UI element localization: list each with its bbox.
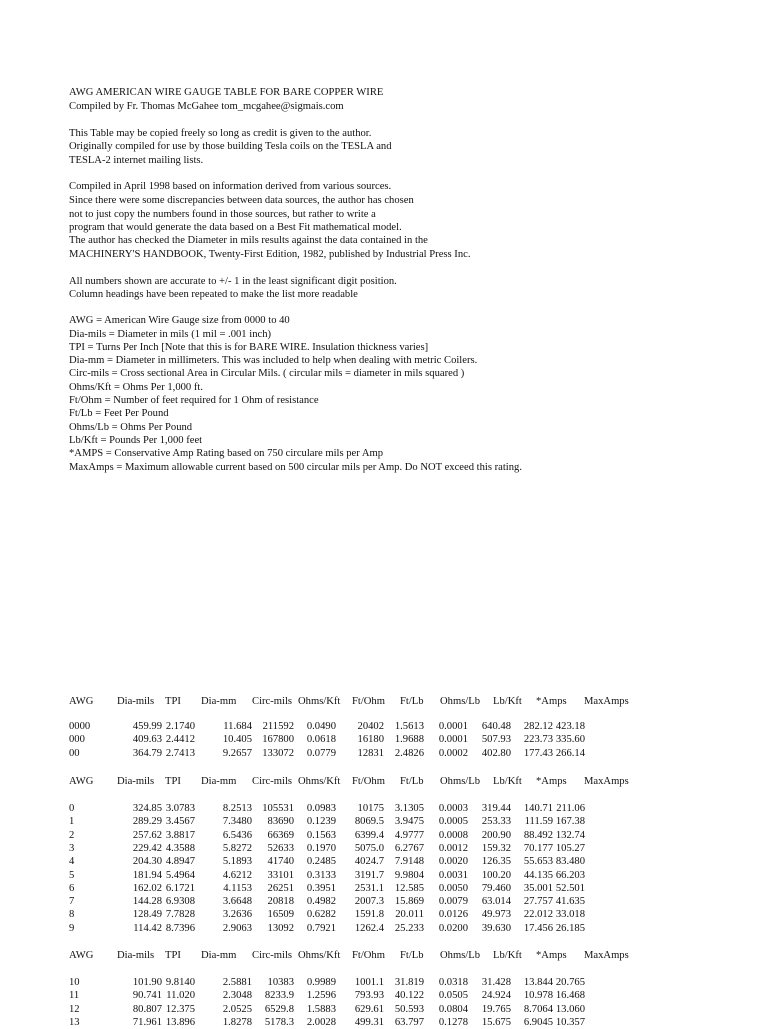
cell-awg: 3: [69, 842, 75, 854]
cell-tpi: 2.4412: [165, 734, 195, 746]
cell-lb-kft: 49.973: [481, 909, 511, 921]
cell-dia-mm: 10.405: [222, 734, 252, 746]
cell-ft-ohm: 4024.7: [354, 856, 384, 868]
intro-line-src-6: MACHINERY'S HANDBOOK, Twenty-First Edition, 1982, published by Industrial Press Inc.: [69, 249, 471, 260]
cell-lb-kft: 31.428: [481, 977, 511, 988]
cell-ohms-lb: 0.0079: [438, 896, 468, 908]
cell-lb-kft: 15.675: [481, 1016, 511, 1028]
cell-ft-lb: 1.9688: [394, 734, 424, 746]
intro-line-def-7: Ft/Ohm = Number of feet required for 1 Ohm of resistance: [69, 395, 319, 406]
cell-awg: 0000: [69, 721, 91, 732]
cell-lb-kft: 640.48: [481, 721, 511, 732]
intro-line-src-3: not to just copy the numbers found in those sources, but rather to write a: [69, 209, 376, 220]
cell-maxamps: 33.018: [555, 909, 585, 921]
intro-line-compiled-by: Compiled by Fr. Thomas McGahee tom_mcgahee@sigmais.com: [69, 101, 344, 112]
cell-circ-mils: 6529.8: [264, 1003, 294, 1015]
table-row: [0, 733, 768, 746]
cell-dia-mm: 4.1153: [223, 882, 252, 894]
intro-line-acc-1: All numbers shown are accurate to +/- 1 in the least significant digit position.: [69, 276, 397, 287]
cell-lb-kft: 253.33: [481, 816, 511, 828]
cell-awg: 7: [69, 896, 75, 908]
cell-ft-lb: 6.2767: [394, 842, 424, 854]
cell-circ-mils: 10383: [267, 977, 294, 988]
cell-ft-lb: 9.9804: [394, 869, 424, 881]
cell-amps: 44.135: [523, 869, 553, 881]
table-row: [0, 976, 768, 989]
header-dia-mils: Dia-mils: [117, 950, 155, 961]
cell-tpi: 2.7413: [165, 747, 195, 759]
cell-lb-kft: 19.765: [481, 1003, 511, 1015]
table-row: [0, 829, 768, 842]
cell-dia-mm: 3.6648: [222, 896, 252, 908]
cell-amps: 223.73: [523, 734, 553, 746]
header-ohms-lb: Ohms/Lb: [440, 950, 481, 961]
table-row: [0, 869, 768, 882]
header-lb-kft: Lb/Kft: [493, 776, 522, 787]
cell-ft-ohm: 20402: [357, 721, 384, 732]
cell-circ-mils: 41740: [267, 856, 294, 868]
cell-tpi: 3.4567: [165, 816, 195, 828]
cell-circ-mils: 13092: [267, 922, 294, 934]
cell-ohms-lb: 0.0008: [438, 829, 468, 841]
header-dia-mm: Dia-mm: [201, 696, 237, 707]
cell-awg: 2: [69, 829, 75, 841]
cell-ft-ohm: 629.61: [354, 1003, 384, 1015]
cell-tpi: 2.1740: [165, 721, 195, 732]
cell-dia-mm: 6.5436: [222, 829, 252, 841]
cell-lb-kft: 200.90: [481, 829, 511, 841]
cell-circ-mils: 8233.9: [264, 990, 294, 1002]
header-circ-mils: Circ-mils: [252, 696, 293, 707]
cell-amps: 35.001: [523, 882, 553, 894]
cell-lb-kft: 319.44: [481, 803, 511, 814]
cell-ft-lb: 31.819: [394, 977, 424, 988]
intro-line-src-2: Since there were some discrepancies between data sources, the author has chosen: [69, 195, 414, 206]
cell-awg: 6: [69, 882, 75, 894]
intro-line-def-4: Dia-mm = Diameter in millimeters. This was included to help when dealing with metric Coilers.: [69, 355, 478, 366]
cell-circ-mils: 66369: [267, 829, 294, 841]
cell-maxamps: 66.203: [555, 869, 585, 881]
header-maxamps: MaxAmps: [584, 776, 629, 787]
table-header-row: [0, 949, 768, 962]
table-row: [0, 720, 768, 733]
cell-ft-ohm: 3191.7: [354, 869, 384, 881]
cell-maxamps: 211.06: [556, 803, 585, 814]
cell-tpi: 5.4964: [165, 869, 195, 881]
cell-dia-mm: 9.2657: [222, 747, 252, 759]
intro-line-def-12: MaxAmps = Maximum allowable current based on 500 circular mils per Amp. Do NOT exceed this rating.: [69, 462, 522, 473]
cell-maxamps: 26.185: [555, 922, 585, 934]
cell-dia-mm: 5.8272: [222, 842, 252, 854]
cell-lb-kft: 24.924: [481, 990, 511, 1002]
cell-amps: 177.43: [523, 747, 553, 759]
cell-dia-mm: 5.1893: [222, 856, 252, 868]
cell-circ-mils: 83690: [267, 816, 294, 828]
header-amps: *Amps: [536, 950, 567, 961]
cell-amps: 70.177: [523, 842, 553, 854]
cell-ft-ohm: 1591.8: [354, 909, 384, 921]
cell-lb-kft: 39.630: [481, 922, 511, 934]
cell-maxamps: 266.14: [555, 747, 585, 759]
cell-amps: 6.9045: [523, 1016, 553, 1028]
cell-dia-mils: 459.99: [132, 721, 162, 732]
cell-awg: 8: [69, 909, 75, 921]
cell-ohms-lb: 0.0020: [438, 856, 468, 868]
header-dia-mm: Dia-mm: [201, 950, 237, 961]
table-row: [0, 855, 768, 868]
cell-ohms-kft: 0.2485: [306, 856, 336, 868]
cell-ft-lb: 50.593: [394, 1003, 424, 1015]
header-lb-kft: Lb/Kft: [493, 950, 522, 961]
cell-ft-ohm: 12831: [357, 747, 384, 759]
cell-awg: 11: [69, 990, 80, 1002]
intro-line-def-5: Circ-mils = Cross sectional Area in Circular Mils. ( circular mils = diameter in mils squared ): [69, 368, 465, 379]
cell-ft-lb: 20.011: [395, 909, 424, 921]
cell-ft-lb: 7.9148: [394, 856, 424, 868]
intro-line-title: AWG AMERICAN WIRE GAUGE TABLE FOR BARE COPPER WIRE: [69, 87, 384, 98]
cell-dia-mm: 11.684: [223, 721, 252, 732]
cell-tpi: 13.896: [165, 1016, 195, 1028]
cell-dia-mm: 2.3048: [222, 990, 252, 1002]
cell-ohms-lb: 0.0003: [438, 803, 468, 814]
cell-ohms-lb: 0.0001: [438, 734, 468, 746]
table-row: [0, 922, 768, 935]
cell-tpi: 6.1721: [165, 882, 195, 894]
cell-amps: 22.012: [523, 909, 553, 921]
cell-amps: 17.456: [523, 922, 553, 934]
cell-maxamps: 83.480: [555, 856, 585, 868]
cell-amps: 27.757: [523, 896, 553, 908]
cell-ft-ohm: 1001.1: [354, 977, 384, 988]
cell-circ-mils: 52633: [267, 842, 294, 854]
cell-ft-ohm: 499.31: [354, 1016, 384, 1028]
cell-ft-lb: 25.233: [394, 922, 424, 934]
cell-amps: 55.653: [523, 856, 553, 868]
cell-ohms-lb: 0.0001: [438, 721, 468, 732]
cell-lb-kft: 79.460: [481, 882, 511, 894]
cell-dia-mm: 7.3480: [222, 816, 252, 828]
cell-tpi: 9.8140: [165, 977, 195, 988]
cell-lb-kft: 159.32: [481, 842, 511, 854]
cell-tpi: 7.7828: [165, 909, 195, 921]
cell-ohms-kft: 0.1970: [306, 842, 336, 854]
header-amps: *Amps: [536, 776, 567, 787]
cell-ohms-lb: 0.0002: [438, 747, 468, 759]
intro-line-def-2: Dia-mils = Diameter in mils (1 mil = .001 inch): [69, 329, 272, 340]
cell-ohms-lb: 0.1278: [438, 1016, 468, 1028]
header-tpi: TPI: [165, 696, 181, 707]
cell-circ-mils: 105531: [262, 803, 294, 814]
table-row: [0, 815, 768, 828]
cell-amps: 13.844: [523, 977, 553, 988]
cell-awg: 10: [69, 977, 80, 988]
intro-line-src-4: program that would generate the data based on a Best Fit mathematical model.: [69, 222, 402, 233]
cell-ohms-kft: 0.9989: [306, 977, 336, 988]
cell-awg: 9: [69, 922, 75, 934]
cell-ft-ohm: 5075.0: [354, 842, 384, 854]
cell-dia-mm: 2.0525: [222, 1003, 252, 1015]
cell-ft-lb: 3.1305: [394, 803, 424, 814]
table-header-row: [0, 775, 768, 788]
intro-line-def-8: Ft/Lb = Feet Per Pound: [69, 408, 169, 419]
cell-ohms-lb: 0.0318: [438, 977, 468, 988]
cell-ohms-kft: 1.5883: [306, 1003, 336, 1015]
intro-line-src-5: The author has checked the Diameter in mils results against the data contained in the: [69, 235, 428, 246]
cell-maxamps: 105.27: [555, 842, 585, 854]
cell-tpi: 3.0783: [165, 803, 195, 814]
header-dia-mils: Dia-mils: [117, 776, 155, 787]
intro-line-src-1: Compiled in April 1998 based on information derived from various sources.: [69, 181, 392, 192]
header-ft-ohm: Ft/Ohm: [352, 696, 385, 707]
cell-awg: 12: [69, 1003, 80, 1015]
intro-line-def-11: *AMPS = Conservative Amp Rating based on 750 circulare mils per Amp: [69, 448, 384, 459]
header-ft-lb: Ft/Lb: [400, 776, 424, 787]
cell-dia-mils: 80.807: [132, 1003, 162, 1015]
cell-circ-mils: 16509: [267, 909, 294, 921]
cell-lb-kft: 402.80: [481, 747, 511, 759]
cell-dia-mm: 8.2513: [222, 803, 252, 814]
header-ohms-kft: Ohms/Kft: [298, 696, 341, 707]
table-header-row: [0, 695, 768, 708]
cell-circ-mils: 20818: [267, 896, 294, 908]
header-ohms-kft: Ohms/Kft: [298, 950, 341, 961]
cell-ft-lb: 1.5613: [394, 721, 424, 732]
cell-ohms-lb: 0.0126: [438, 909, 468, 921]
cell-circ-mils: 26251: [267, 882, 294, 894]
cell-ft-ohm: 6399.4: [354, 829, 384, 841]
cell-tpi: 8.7396: [165, 922, 195, 934]
cell-amps: 8.7064: [523, 1003, 553, 1015]
cell-lb-kft: 507.93: [481, 734, 511, 746]
cell-ohms-lb: 0.0012: [438, 842, 468, 854]
cell-ft-lb: 4.9777: [394, 829, 424, 841]
table-row: [0, 802, 768, 815]
cell-ohms-kft: 0.4982: [306, 896, 336, 908]
cell-ohms-lb: 0.0200: [438, 922, 468, 934]
cell-amps: 140.71: [523, 803, 553, 814]
cell-awg: 5: [69, 869, 75, 881]
header-awg: AWG: [69, 950, 94, 961]
intro-line-acc-2: Column headings have been repeated to make the list more readable: [69, 289, 358, 300]
cell-dia-mm: 2.5881: [222, 977, 252, 988]
cell-dia-mils: 144.28: [132, 896, 162, 908]
table-row: [0, 842, 768, 855]
cell-ft-lb: 40.122: [394, 990, 424, 1002]
cell-awg: 0: [69, 803, 75, 814]
cell-dia-mils: 114.42: [133, 922, 162, 934]
header-lb-kft: Lb/Kft: [493, 696, 522, 707]
cell-ft-ohm: 1262.4: [354, 922, 384, 934]
cell-ohms-kft: 1.2596: [306, 990, 336, 1002]
cell-maxamps: 13.060: [555, 1003, 585, 1015]
cell-lb-kft: 126.35: [481, 856, 511, 868]
cell-dia-mils: 101.90: [132, 977, 162, 988]
cell-dia-mils: 128.49: [132, 909, 162, 921]
cell-ft-lb: 3.9475: [394, 816, 424, 828]
header-ohms-kft: Ohms/Kft: [298, 776, 341, 787]
table-row: [0, 908, 768, 921]
cell-maxamps: 335.60: [555, 734, 585, 746]
table-row: [0, 747, 768, 760]
cell-amps: 88.492: [523, 829, 553, 841]
cell-ohms-kft: 0.0618: [306, 734, 336, 746]
cell-dia-mm: 3.2636: [222, 909, 252, 921]
cell-tpi: 4.3588: [165, 842, 195, 854]
cell-ohms-kft: 2.0028: [306, 1016, 336, 1028]
cell-dia-mm: 4.6212: [222, 869, 252, 881]
cell-ohms-lb: 0.0505: [438, 990, 468, 1002]
cell-ft-ohm: 2007.3: [354, 896, 384, 908]
header-ft-ohm: Ft/Ohm: [352, 950, 385, 961]
cell-awg: 1: [69, 816, 75, 828]
header-awg: AWG: [69, 776, 94, 787]
header-tpi: TPI: [165, 776, 181, 787]
intro-line-def-3: TPI = Turns Per Inch [Note that this is for BARE WIRE. Insulation thickness varies]: [69, 342, 429, 353]
cell-dia-mils: 257.62: [132, 829, 162, 841]
cell-ft-lb: 2.4826: [394, 747, 424, 759]
cell-maxamps: 423.18: [555, 721, 585, 732]
intro-line-copy-1: This Table may be copied freely so long as credit is given to the author.: [69, 128, 372, 139]
cell-ohms-kft: 0.1239: [306, 816, 336, 828]
cell-tpi: 12.375: [165, 1003, 195, 1015]
cell-dia-mils: 162.02: [132, 882, 162, 894]
cell-ohms-kft: 0.3951: [306, 882, 336, 894]
cell-ft-lb: 15.869: [394, 896, 424, 908]
cell-circ-mils: 5178.3: [264, 1016, 294, 1028]
cell-maxamps: 41.635: [555, 896, 585, 908]
cell-ft-ohm: 10175: [357, 803, 384, 814]
cell-ohms-kft: 0.0779: [306, 747, 336, 759]
cell-ft-lb: 63.797: [394, 1016, 424, 1028]
cell-dia-mils: 324.85: [132, 803, 162, 814]
cell-tpi: 11.020: [166, 990, 195, 1002]
cell-dia-mils: 71.961: [132, 1016, 162, 1028]
intro-line-copy-2: Originally compiled for use by those building Tesla coils on the TESLA and: [69, 141, 392, 152]
cell-lb-kft: 63.014: [481, 896, 511, 908]
cell-amps: 282.12: [523, 721, 553, 732]
header-awg: AWG: [69, 696, 94, 707]
cell-awg: 4: [69, 856, 75, 868]
table-row: [0, 895, 768, 908]
cell-maxamps: 167.38: [555, 816, 585, 828]
cell-ft-ohm: 8069.5: [354, 816, 384, 828]
cell-ohms-kft: 0.7921: [306, 922, 336, 934]
cell-awg: 000: [69, 734, 85, 746]
cell-ohms-lb: 0.0005: [438, 816, 468, 828]
table-row: [0, 882, 768, 895]
cell-ft-ohm: 16180: [357, 734, 384, 746]
cell-ohms-kft: 0.0490: [306, 721, 336, 732]
header-circ-mils: Circ-mils: [252, 776, 293, 787]
header-maxamps: MaxAmps: [584, 950, 629, 961]
header-maxamps: MaxAmps: [584, 696, 629, 707]
cell-maxamps: 52.501: [555, 882, 585, 894]
cell-dia-mm: 1.8278: [222, 1016, 252, 1028]
cell-maxamps: 132.74: [555, 829, 585, 841]
header-circ-mils: Circ-mils: [252, 950, 293, 961]
header-amps: *Amps: [536, 696, 567, 707]
cell-awg: 00: [69, 747, 80, 759]
cell-ohms-lb: 0.0804: [438, 1003, 468, 1015]
intro-line-def-6: Ohms/Kft = Ohms Per 1,000 ft.: [69, 382, 203, 393]
header-dia-mm: Dia-mm: [201, 776, 237, 787]
cell-amps: 10.978: [523, 990, 553, 1002]
intro-line-def-10: Lb/Kft = Pounds Per 1,000 feet: [69, 435, 203, 446]
cell-tpi: 3.8817: [165, 829, 195, 841]
cell-ft-lb: 12.585: [394, 882, 424, 894]
cell-dia-mils: 181.94: [132, 869, 162, 881]
cell-dia-mm: 2.9063: [222, 922, 252, 934]
cell-ft-ohm: 2531.1: [354, 882, 384, 894]
cell-circ-mils: 167800: [262, 734, 294, 746]
cell-ohms-kft: 0.6282: [306, 909, 336, 921]
table-row: [0, 989, 768, 1002]
table-row: [0, 1003, 768, 1016]
header-dia-mils: Dia-mils: [117, 696, 155, 707]
cell-ohms-kft: 0.3133: [306, 869, 336, 881]
cell-circ-mils: 211592: [262, 721, 294, 732]
cell-circ-mils: 133072: [262, 747, 294, 759]
header-ft-lb: Ft/Lb: [400, 696, 424, 707]
cell-dia-mils: 364.79: [132, 747, 162, 759]
cell-dia-mils: 289.29: [132, 816, 162, 828]
header-ft-lb: Ft/Lb: [400, 950, 424, 961]
cell-maxamps: 20.765: [555, 977, 585, 988]
cell-amps: 111.59: [524, 816, 553, 828]
header-ohms-lb: Ohms/Lb: [440, 696, 481, 707]
cell-maxamps: 16.468: [555, 990, 585, 1002]
cell-ohms-kft: 0.1563: [306, 829, 336, 841]
cell-tpi: 6.9308: [165, 896, 195, 908]
table-row: [0, 1016, 768, 1029]
cell-dia-mils: 204.30: [132, 856, 162, 868]
cell-dia-mils: 229.42: [132, 842, 162, 854]
header-ft-ohm: Ft/Ohm: [352, 776, 385, 787]
header-ohms-lb: Ohms/Lb: [440, 776, 481, 787]
cell-ohms-kft: 0.0983: [306, 803, 336, 814]
cell-ohms-lb: 0.0031: [438, 869, 468, 881]
cell-ft-ohm: 793.93: [354, 990, 384, 1002]
cell-dia-mils: 409.63: [132, 734, 162, 746]
cell-dia-mils: 90.741: [132, 990, 162, 1002]
intro-line-def-9: Ohms/Lb = Ohms Per Pound: [69, 422, 193, 433]
cell-maxamps: 10.357: [555, 1016, 585, 1028]
cell-awg: 13: [69, 1016, 80, 1028]
cell-tpi: 4.8947: [165, 856, 195, 868]
cell-lb-kft: 100.20: [481, 869, 511, 881]
intro-line-copy-3: TESLA-2 internet mailing lists.: [69, 155, 204, 166]
cell-ohms-lb: 0.0050: [438, 882, 468, 894]
header-tpi: TPI: [165, 950, 181, 961]
cell-circ-mils: 33101: [267, 869, 294, 881]
intro-line-def-1: AWG = American Wire Gauge size from 0000 to 40: [69, 315, 290, 326]
